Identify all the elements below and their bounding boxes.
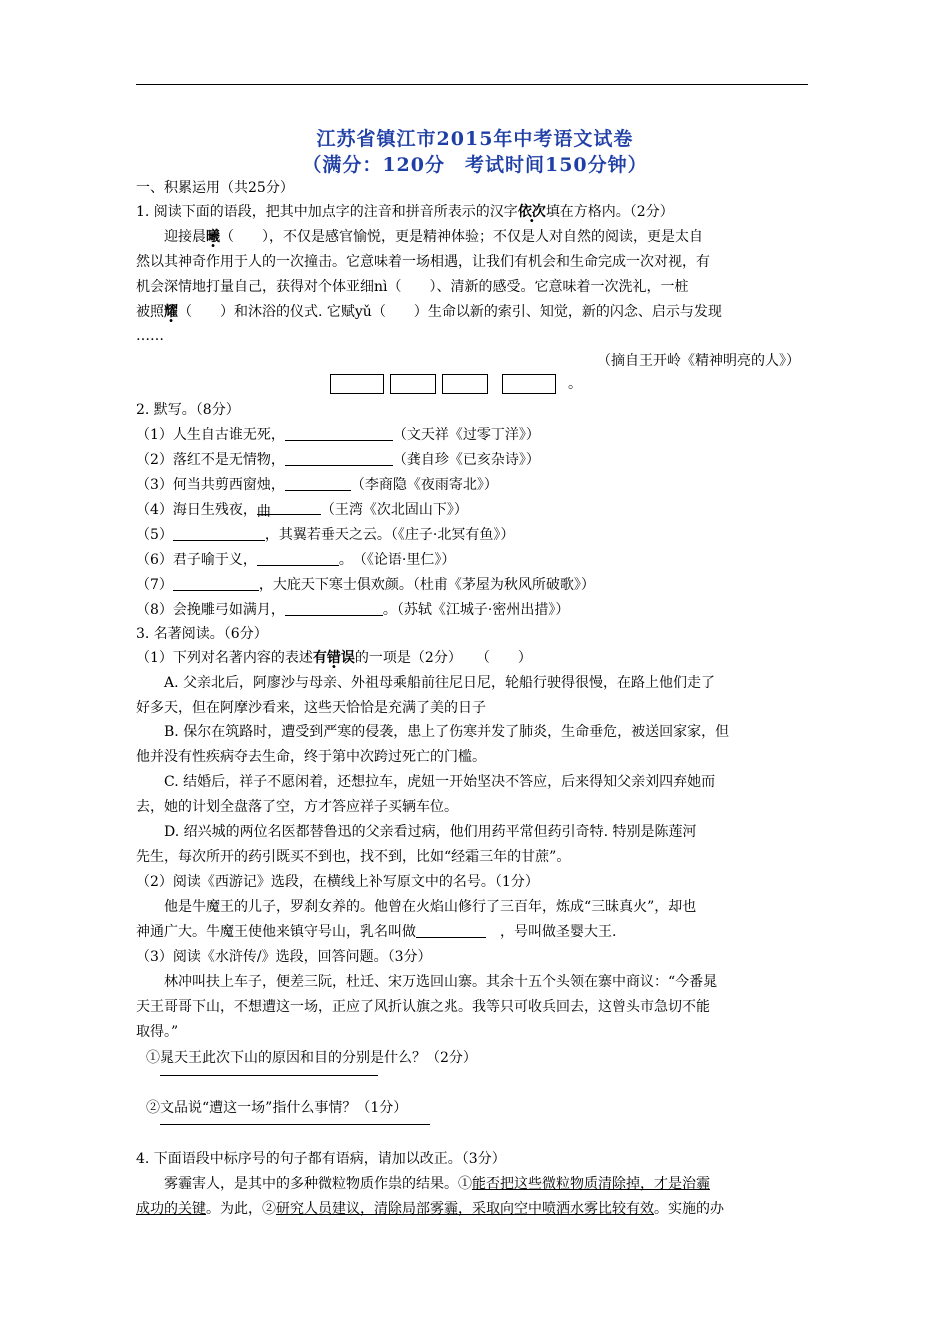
q2-item: （2）落红不是无情物， （龚自珍《已亥杂诗》） <box>136 452 540 468</box>
answer-blank[interactable] <box>416 923 486 938</box>
shuihu-passage: 林冲叫扶上车子，便差三阮，杜迁、宋万选回山寨。其余十五个头领在寨中商议：“今番晁 <box>164 974 718 990</box>
header-rule <box>136 84 808 85</box>
section-heading: 一、积累运用（共25分） <box>136 180 294 196</box>
page-subtitle: （满分：120分 考试时间150分钟） <box>302 154 648 176</box>
answer-blank[interactable] <box>173 526 265 541</box>
answer-box-1[interactable] <box>330 374 384 394</box>
answer-blank[interactable] <box>285 451 393 466</box>
option-c: C. 结婚后，祥子不愿闲着，还想拉车，虎妞一开始坚决不答应，后来得知父亲刘四弃她而 <box>164 774 716 790</box>
q3-part1-prompt: （1）下列对名著内容的表述有错误的一项是（2分） （ ） <box>136 650 532 666</box>
underlined-sentence-1-cont: 成功的关键 <box>136 1201 206 1217</box>
answer-blank[interactable] <box>285 601 383 616</box>
page-title: 江苏省镇江市2015年中考语文试卷 <box>316 128 634 150</box>
q1-text-line: 机会深情地打量自己，获得对个体亚细nì（ ）、清新的感受。它意味着一次洗礼，一桩 <box>136 279 689 295</box>
answer-box-2[interactable] <box>390 374 436 394</box>
q4-passage: 雾霾害人，是其中的多种微粒物质作祟的结果。①能否把这些微粒物质清除掉，才是治霾 <box>164 1176 710 1192</box>
option-d-cont: 先生，每次所开的药引既买不到也，找不到，比如“经霜三年的甘蔗”。 <box>136 849 571 865</box>
q4-passage: 成功的关键。为此，②研究人员建议，清除局部雾霾，采取向空中喷洒水雾比较有效。实施的办 <box>136 1201 724 1217</box>
q4-title: 4. 下面语段中标序号的句子都有语病，请加以改正。（3分） <box>136 1151 506 1167</box>
box-period: 。 <box>568 376 582 392</box>
answer-blank[interactable] <box>285 426 393 441</box>
q1-text-line: 迎接晨曦（ ），不仅是感官愉悦，更是精神体验；不仅是人对自然的阅读，更是太自 <box>164 229 703 245</box>
option-a-cont: 好多天，但在阿摩沙看来，这些天恰恰是充满了美的日子 <box>136 700 486 716</box>
emphasis-dots: 依次 <box>517 204 546 220</box>
answer-line[interactable] <box>160 1124 430 1125</box>
q3-part3-prompt: （3）阅读《水浒传/》选段，回答问题。（3分） <box>136 949 432 965</box>
q2-item: （1）人生自古谁无死， （文天祥《过零丁洋》） <box>136 427 540 443</box>
answer-box-3[interactable] <box>442 374 488 394</box>
q2-title: 2. 默写。（8分） <box>136 402 240 418</box>
option-b-cont: 他并没有性疾病夺去生命，终于第中次跨过死亡的门槛。 <box>136 749 486 765</box>
answer-box-4[interactable] <box>502 374 556 394</box>
option-d: D. 绍兴城的两位名医都替鲁迅的父亲看过病，他们用药平常但药引奇特. 特别是陈莲河 <box>164 824 697 840</box>
shuihu-passage: 天王哥哥下山，不想遭这一场，正应了风折认旗之兆。我等只可收兵回去，这曾头市急切不能 <box>136 999 710 1015</box>
q2-item: （5） ，其翼若垂天之云。（《庄子·北冥有鱼》） <box>136 527 515 543</box>
dotted-char: 耀 <box>164 304 178 320</box>
emphasis-dots: 有错误 <box>312 650 355 666</box>
underlined-sentence-1: 能否把这些微粒物质清除掉，才是治霾 <box>472 1176 710 1192</box>
xiyouji-passage: 他是牛魔王的儿子，罗刹女养的。他曾在火焰山修行了三百年，炼成“三昧真火”，却也 <box>164 899 697 915</box>
answer-blank[interactable] <box>173 576 259 591</box>
q1-prompt: 1. 阅读下面的语段，把其中加点字的注音和拼音所表示的汉字依次填在方格内。（2分） <box>136 204 674 220</box>
q1-text-line: 被照耀（ ）和沐浴的仪式. 它赋yǔ（ ）生命以新的索引、知觉，新的闪念、启示与发现 <box>136 304 722 320</box>
answer-blank[interactable]: 曲 <box>257 500 321 515</box>
shuihu-passage: 取得。” <box>136 1024 179 1040</box>
answer-blank[interactable] <box>257 551 339 566</box>
q2-item: （7） ，大庇天下寒士俱欢颜。（杜甫《茅屋为秋风所破歌》） <box>136 577 595 593</box>
q2-item: （8）会挽雕弓如满月， 。（苏轼《江城子·密州出措》） <box>136 602 570 618</box>
q2-item: （6）君子喻于义， 。 （《论语·里仁》） <box>136 552 456 568</box>
subquestion-2: ②文品说“遭这一场”指什么事情？（1分） <box>146 1100 408 1116</box>
q2-item: （4）海日生残夜，曲 （王湾《次北固山下》） <box>136 502 468 520</box>
dotted-char: 曦 <box>206 229 220 245</box>
option-a: A. 父亲北后，阿廖沙与母亲、外祖母乘船前往尼日尼，轮船行驶得很慢，在路上他们走了 <box>164 675 716 691</box>
q1-text-line: …… <box>136 328 164 344</box>
option-b: B. 保尔在筑路时，遭受到严寒的侵袭，患上了伤寒并发了肺炎，生命垂危，被送回家家，但 <box>164 724 730 740</box>
xiyouji-passage: 神通广大。牛魔王使他来镇守号山，乳名叫做 ，号叫做圣婴大王. <box>136 924 617 940</box>
answer-blank[interactable] <box>285 476 351 491</box>
underlined-sentence-2: 研究人员建议，清除局部雾霾，采取向空中喷洒水雾比较有效 <box>276 1201 654 1217</box>
answer-line[interactable] <box>160 1075 378 1076</box>
q3-part2-prompt: （2）阅读《西游记》选段，在横线上补写原文中的名号。（1分） <box>136 874 539 890</box>
subquestion-1: ①晁天王此次下山的原因和目的分别是什么？（2分） <box>146 1050 477 1066</box>
q1-text-line: 然以其神奇作用于人的一次撞击。它意味着一场相遇，让我们有机会和生命完成一次对视，有 <box>136 254 710 270</box>
q3-title: 3. 名著阅读。（6分） <box>136 626 268 642</box>
option-c-cont: 去，她的计划全盘落了空，方才答应祥子买辆车位。 <box>136 799 458 815</box>
q1-source: （摘自王开岭《精神明亮的人》） <box>597 353 800 369</box>
q2-item: （3）何当共剪西窗烛， （李商隐《夜雨寄北》） <box>136 477 498 493</box>
